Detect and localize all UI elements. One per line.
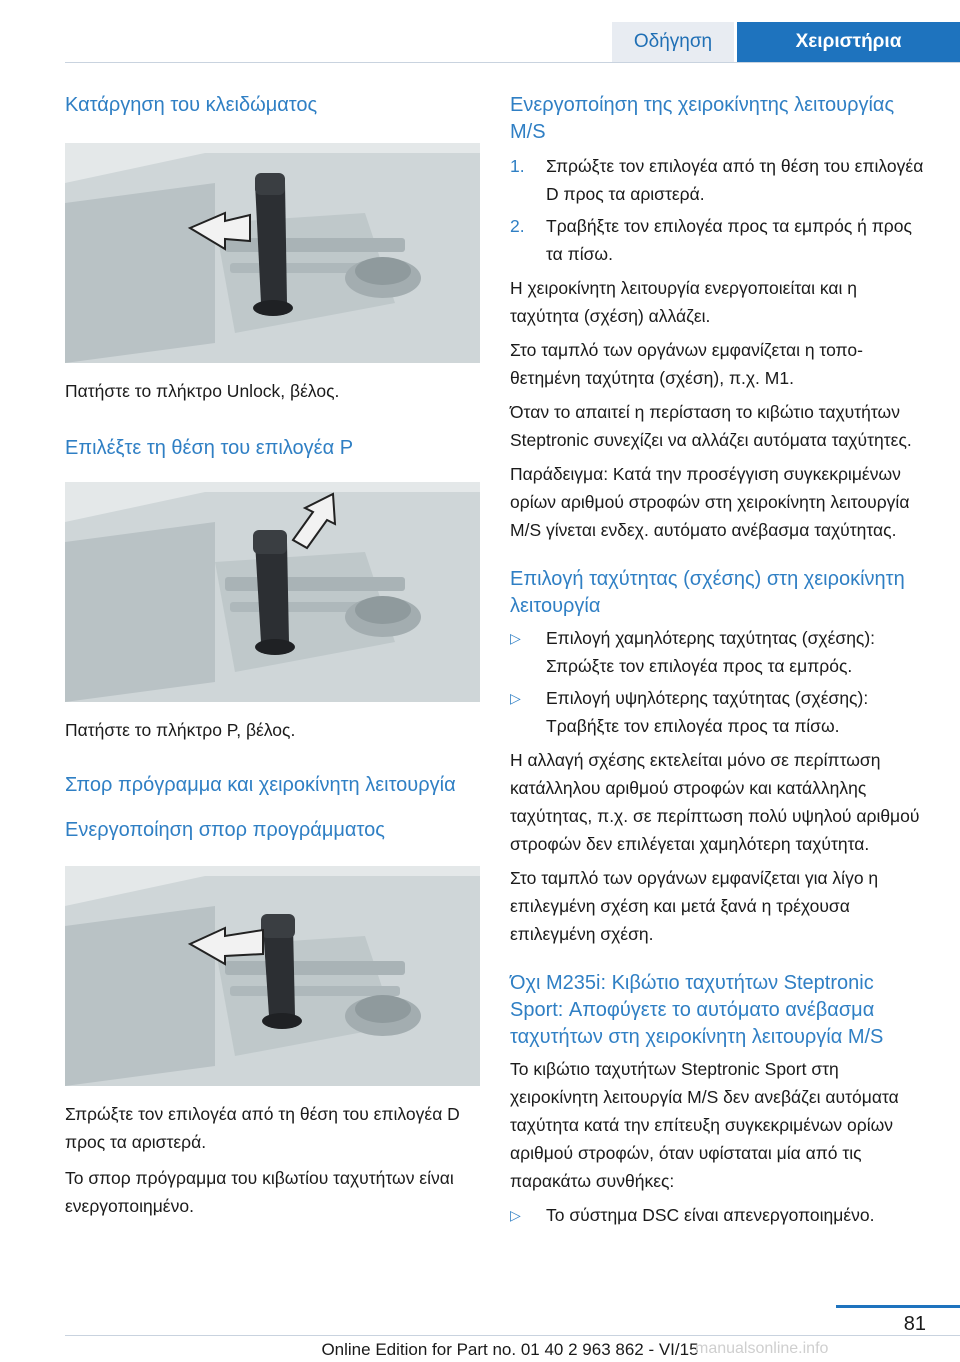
paragraph: Παράδειγμα: Κατά την προσέγγιση συγκεκριμένων ορίων αριθμού στροφών στη χειροκίνητη λειτουργία M/S γίνεται ενδεχ. αυτόματο ανέβασμα ταχύτητας.: [510, 464, 910, 540]
figure-unlock-button: [65, 143, 480, 363]
section-heading-activate-manual: Ενεργοποίηση της χειροκίνητης λειτουργίας M/S: [510, 94, 895, 143]
caption-p-button: Πατήστε το πλήκτρο P, βέλος.: [65, 720, 296, 740]
caption-sport-program: Σπρώξτε τον επιλογέα από τη θέση του επιλογέα D προς τα αριστερά.: [65, 1104, 460, 1152]
step-text: Τραβήξτε τον επιλογέα προς τα εμπρός ή προς τα πίσω.: [546, 216, 912, 264]
bullet-list: [510, 624, 925, 740]
list-item: [510, 212, 925, 268]
watermark: manualsonline.info: [695, 1340, 829, 1357]
figure-sport-program: [65, 866, 480, 1086]
section-heading-unlock: Κατάργηση του κλειδώματος: [65, 94, 318, 116]
paragraph: Η χειροκίνητη λειτουργία ενεργοποιείται και η ταχύτητα (σχέση) αλλάζει.: [510, 278, 858, 326]
list-item: [510, 1201, 925, 1229]
top-navigation: [0, 0, 960, 62]
step-text: Σπρώξτε τον επιλογέα από τη θέση του επιλογέα D προς τα αριστερά.: [546, 156, 924, 204]
paragraph: Το κιβώτιο ταχυτήτων Steptronic Sport στη χειροκίνητη λειτουργία M/S δεν ανεβάζει αυτόματα ταχύτητα κατά την επίτευξη συγκεκριμένων ορίων αριθμού στροφών, όταν υφίσταται μία από τις παρακάτω συνθήκες:: [510, 1059, 899, 1191]
triangle-bullet-icon: ▷: [510, 690, 521, 706]
triangle-bullet-icon: ▷: [510, 1207, 521, 1223]
section-heading-steptronic-sport: Όχι M235i: Κιβώτιο ταχυτήτων Steptronic Sport: Αποφύγετε το αυτόματο ανέβασμα ταχυτήτων στη χειροκίνητη λειτουργία M/S: [510, 972, 884, 1048]
gear-selector-illustration: [65, 866, 480, 1086]
section-heading-sport-manual: Σπορ πρόγραμμα και χειροκίνητη λειτουργία: [65, 774, 456, 796]
gear-selector-illustration: [65, 482, 480, 702]
header-divider: [65, 62, 960, 63]
paragraph: Η αλλαγή σχέσης εκτελείται μόνο σε περίπτωση κατάλληλου αριθμού στροφών και κατάλληλης ταχύτητας, π.χ. σε περίπτωση πολύ υψηλού αριθμού στροφών δεν επιλέγεται χαμηλότερη ταχύτητα.: [510, 750, 920, 854]
step-number: 2.: [510, 216, 525, 236]
list-item: [510, 624, 925, 680]
list-item: [510, 152, 925, 208]
triangle-bullet-icon: ▷: [510, 630, 521, 646]
bullet-list: [510, 1201, 925, 1229]
footer-divider: [65, 1335, 960, 1336]
bullet-text: Επιλογή υψηλότερης ταχύτητας (σχέσης): Τραβήξτε τον επιλογέα προς τα πίσω.: [546, 688, 869, 736]
paragraph: Όταν το απαιτεί η περίσταση το κιβώτιο ταχυτήτων Steptronic συνεχίζει να αλλάζει αυτόματα ταχύτητες.: [510, 402, 912, 450]
right-column: [510, 92, 925, 1229]
tab-driving[interactable]: Οδήγηση: [612, 22, 734, 62]
edition-text: Online Edition for Part no. 01 40 2 963 862 - VI/15: [321, 1340, 699, 1359]
section-heading-gear-selection: Επιλογή ταχύτητας (σχέσης) στη χειροκίνητη λειτουργία: [510, 568, 905, 617]
page-number-bar: [836, 1305, 960, 1308]
figure-p-button: [65, 482, 480, 702]
steps-list: [510, 152, 925, 268]
step-number: 1.: [510, 156, 525, 176]
bullet-text: Το σύστημα DSC είναι απενεργοποιημένο.: [546, 1205, 875, 1225]
tab-controls[interactable]: Χειριστήρια: [737, 22, 960, 62]
section-heading-activate-sport: Ενεργοποίηση σπορ προγράμματος: [65, 819, 385, 841]
gear-selector-illustration: [65, 143, 480, 363]
paragraph-sport-active: Το σπορ πρόγραμμα του κιβωτίου ταχυτήτων είναι ενεργοποιημένο.: [65, 1168, 454, 1216]
paragraph: Στο ταμπλό των οργάνων εμφανίζεται για λίγο η επιλεγμένη σχέση και μετά ξανά η τρέχουσα επιλεγμένη σχέση.: [510, 868, 879, 944]
caption-unlock: Πατήστε το πλήκτρο Unlock, βέλος.: [65, 381, 340, 401]
left-column: [65, 92, 480, 1220]
list-item: [510, 684, 925, 740]
bullet-text: Επιλογή χαμηλότερης ταχύτητας (σχέσης): Σπρώξτε τον επιλογέα προς τα εμπρός.: [546, 628, 876, 676]
page-number: 81: [903, 1313, 926, 1335]
section-heading-select-p: Επιλέξτε τη θέση του επιλογέα P: [65, 437, 354, 459]
paragraph: Στο ταμπλό των οργάνων εμφανίζεται η τοποθετημένη ταχύτητα (σχέση), π.χ. M1.: [510, 340, 863, 388]
